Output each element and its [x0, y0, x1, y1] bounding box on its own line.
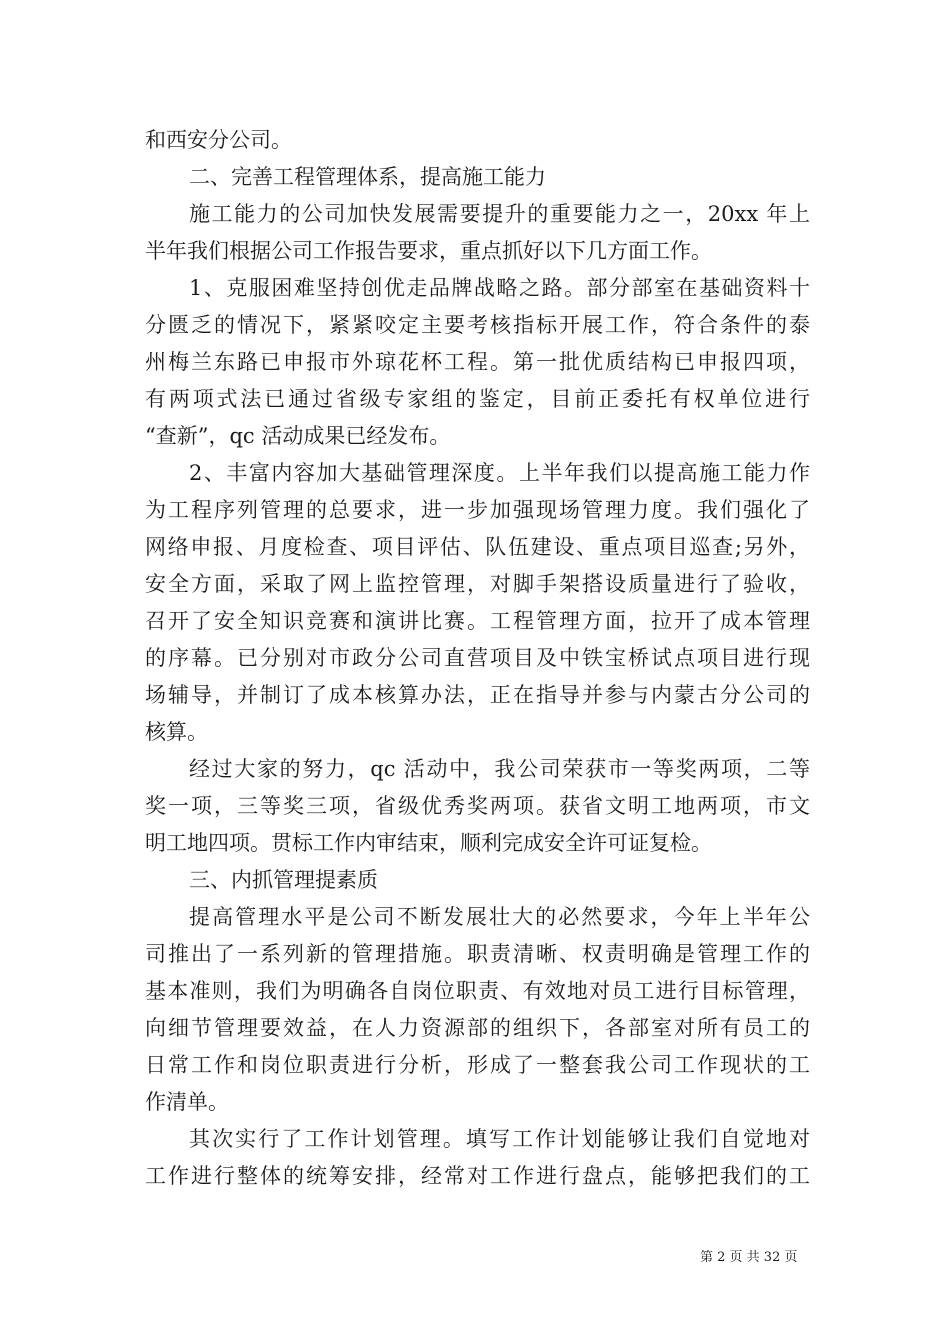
text-line: 为工程序列管理的总要求，进一步加强现场管理力度。我们强化了 — [145, 498, 810, 522]
page-number: 第 2 页 共 32 页 — [700, 1250, 798, 1265]
text-line: 场辅导，并制订了成本核算办法，正在指导并参与内蒙古分公司的 — [145, 683, 810, 707]
text-line: 安全方面，采取了网上监控管理，对脚手架搭设质量进行了验收， — [145, 572, 810, 596]
text-line: 州梅兰东路已申报市外琼花杯工程。第一批优质结构已申报四项， — [145, 350, 810, 374]
text-line: 提高管理水平是公司不断发展壮大的必然要求，今年上半年公 — [189, 905, 810, 929]
text-line: 半年我们根据公司工作报告要求，重点抓好以下几方面工作。 — [145, 239, 712, 263]
text-line: 网络申报、月度检查、项目评估、队伍建设、重点项目巡查;另外， — [145, 535, 810, 559]
text-line: 核算。 — [145, 720, 208, 744]
text-line: 分匮乏的情况下，紧紧咬定主要考核指标开展工作，符合条件的泰 — [145, 313, 810, 337]
text-line: 和西安分公司。 — [145, 128, 292, 152]
text-line: “查新”，qc 活动成果已经发布。 — [145, 424, 451, 448]
text-line: 2、丰富内容加大基础管理深度。上半年我们以提高施工能力作 — [189, 461, 810, 485]
text-line: 三、内抓管理提素质 — [189, 868, 378, 892]
text-line: 司推出了一系列新的管理措施。职责清晰、权责明确是管理工作的 — [145, 942, 810, 966]
text-line: 二、完善工程管理体系，提高施工能力 — [189, 165, 546, 189]
text-line: 1、克服困难坚持创优走品牌战略之路。部分部室在基础资料十 — [189, 276, 810, 300]
text-line: 召开了安全知识竞赛和演讲比赛。工程管理方面，拉开了成本管理 — [145, 609, 810, 633]
text-line: 有两项式法已通过省级专家组的鉴定，目前正委托有权单位进行 — [145, 387, 810, 411]
text-line: 明工地四项。贯标工作内审结束，顺利完成安全许可证复检。 — [145, 831, 712, 855]
text-line: 向细节管理要效益，在人力资源部的组织下，各部室对所有员工的 — [145, 1016, 810, 1040]
text-line: 日常工作和岗位职责进行分析，形成了一整套我公司工作现状的工 — [145, 1053, 810, 1077]
text-line: 经过大家的努力，qc 活动中，我公司荣获市一等奖两项，二等 — [189, 757, 810, 781]
text-line: 施工能力的公司加快发展需要提升的重要能力之一，20xx 年上 — [189, 202, 810, 226]
text-line: 其次实行了工作计划管理。填写工作计划能够让我们自觉地对 — [189, 1127, 810, 1151]
text-line: 基本准则，我们为明确各自岗位职责、有效地对员工进行目标管理， — [145, 979, 810, 1003]
text-line: 的序幕。已分别对市政分公司直营项目及中铁宝桥试点项目进行现 — [145, 646, 810, 670]
text-line: 工作进行整体的统筹安排，经常对工作进行盘点，能够把我们的工 — [145, 1164, 810, 1188]
text-line: 奖一项，三等奖三项，省级优秀奖两项。获省文明工地两项，市文 — [145, 794, 810, 818]
text-line: 作清单。 — [145, 1090, 229, 1114]
document-body — [145, 122, 810, 1195]
